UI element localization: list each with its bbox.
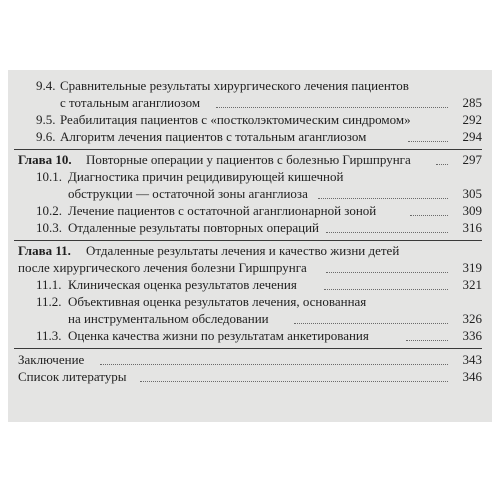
chapter-title: Повторные операции у пациентов с болезнью Гиршпрунга bbox=[86, 152, 411, 167]
section-title: Клиническая оценка результатов лечения bbox=[68, 277, 297, 292]
book-page bbox=[8, 70, 492, 422]
leader-dots bbox=[100, 364, 448, 365]
leader-dots bbox=[326, 232, 448, 233]
toc-entry-10-1-cont bbox=[8, 186, 492, 202]
page-number: 346 bbox=[462, 369, 482, 384]
section-title-cont: обструкции — остаточной зоны аганглиоза bbox=[68, 186, 308, 201]
leader-dots bbox=[406, 340, 448, 341]
toc-chapter-11-cont bbox=[8, 260, 492, 276]
leader-dots bbox=[216, 107, 448, 108]
leader-dots bbox=[318, 198, 448, 199]
toc-entry-11-3 bbox=[8, 328, 492, 344]
leader-dots bbox=[140, 381, 448, 382]
toc-chapter-10 bbox=[8, 152, 492, 168]
section-number: 11.3. bbox=[36, 328, 62, 343]
section-number: 10.1. bbox=[36, 169, 62, 184]
chapter-title: Отдаленные результаты лечения и качество жизни детей bbox=[86, 243, 400, 258]
entry-title: Список литературы bbox=[18, 369, 127, 384]
section-title-cont: на инструментальном обследовании bbox=[68, 311, 269, 326]
page-number: 297 bbox=[462, 152, 482, 167]
section-title: Сравнительные результаты хирургического лечения пациентов bbox=[60, 78, 409, 93]
toc-entry-9-4 bbox=[8, 78, 492, 94]
toc-entry-11-2-cont bbox=[8, 311, 492, 327]
toc-references bbox=[8, 369, 492, 385]
leader-dots bbox=[324, 289, 448, 290]
section-title: Реабилитация пациентов с «постколэктомическим синдромом» bbox=[60, 112, 411, 127]
page-number: 285 bbox=[462, 95, 482, 110]
chapter-label: Глава 11. bbox=[18, 243, 71, 258]
section-title: Диагностика причин рецидивирующей кишечной bbox=[68, 169, 344, 184]
section-title: Алгоритм лечения пациентов с тотальным аганглиозом bbox=[60, 129, 367, 144]
page-number: 305 bbox=[462, 186, 482, 201]
entry-title: Заключение bbox=[18, 352, 85, 367]
leader-dots bbox=[408, 141, 448, 142]
section-title: Объективная оценка результатов лечения, основанная bbox=[68, 294, 367, 309]
page-number: 336 bbox=[462, 328, 482, 343]
section-number: 9.4. bbox=[36, 78, 56, 93]
page-number: 316 bbox=[462, 220, 482, 235]
page-number: 326 bbox=[462, 311, 482, 326]
toc-entry-10-2 bbox=[8, 203, 492, 219]
divider bbox=[14, 149, 482, 150]
toc-entry-10-1 bbox=[8, 169, 492, 185]
page-number: 292 bbox=[462, 112, 482, 127]
toc-conclusion bbox=[8, 352, 492, 368]
page-number: 309 bbox=[462, 203, 482, 218]
divider bbox=[14, 348, 482, 349]
toc-entry-9-5 bbox=[8, 112, 492, 128]
section-title: Оценка качества жизни по результатам анкетирования bbox=[68, 328, 369, 343]
page-number: 294 bbox=[462, 129, 482, 144]
toc-entry-9-4-cont bbox=[8, 95, 492, 111]
page-number: 343 bbox=[462, 352, 482, 367]
chapter-title-cont: после хирургического лечения болезни Гиршпрунга bbox=[18, 260, 307, 275]
section-number: 10.2. bbox=[36, 203, 62, 218]
divider bbox=[14, 240, 482, 241]
section-title-cont: с тотальным аганглиозом bbox=[60, 95, 201, 110]
page-number: 319 bbox=[462, 260, 482, 275]
toc-entry-11-1 bbox=[8, 277, 492, 293]
section-title: Отдаленные результаты повторных операций bbox=[68, 220, 319, 235]
section-number: 11.2. bbox=[36, 294, 62, 309]
chapter-label: Глава 10. bbox=[18, 152, 72, 167]
leader-dots bbox=[326, 272, 448, 273]
leader-dots bbox=[294, 323, 448, 324]
section-number: 9.6. bbox=[36, 129, 56, 144]
leader-dots bbox=[436, 164, 448, 165]
leader-dots bbox=[410, 215, 448, 216]
section-number: 11.1. bbox=[36, 277, 62, 292]
toc-entry-11-2 bbox=[8, 294, 492, 310]
section-title: Лечение пациентов с остаточной аганглионарной зоной bbox=[68, 203, 377, 218]
toc-entry-10-3 bbox=[8, 220, 492, 236]
section-number: 9.5. bbox=[36, 112, 56, 127]
section-number: 10.3. bbox=[36, 220, 62, 235]
page-number: 321 bbox=[462, 277, 482, 292]
toc-chapter-11 bbox=[8, 243, 492, 259]
toc-entry-9-6 bbox=[8, 129, 492, 145]
